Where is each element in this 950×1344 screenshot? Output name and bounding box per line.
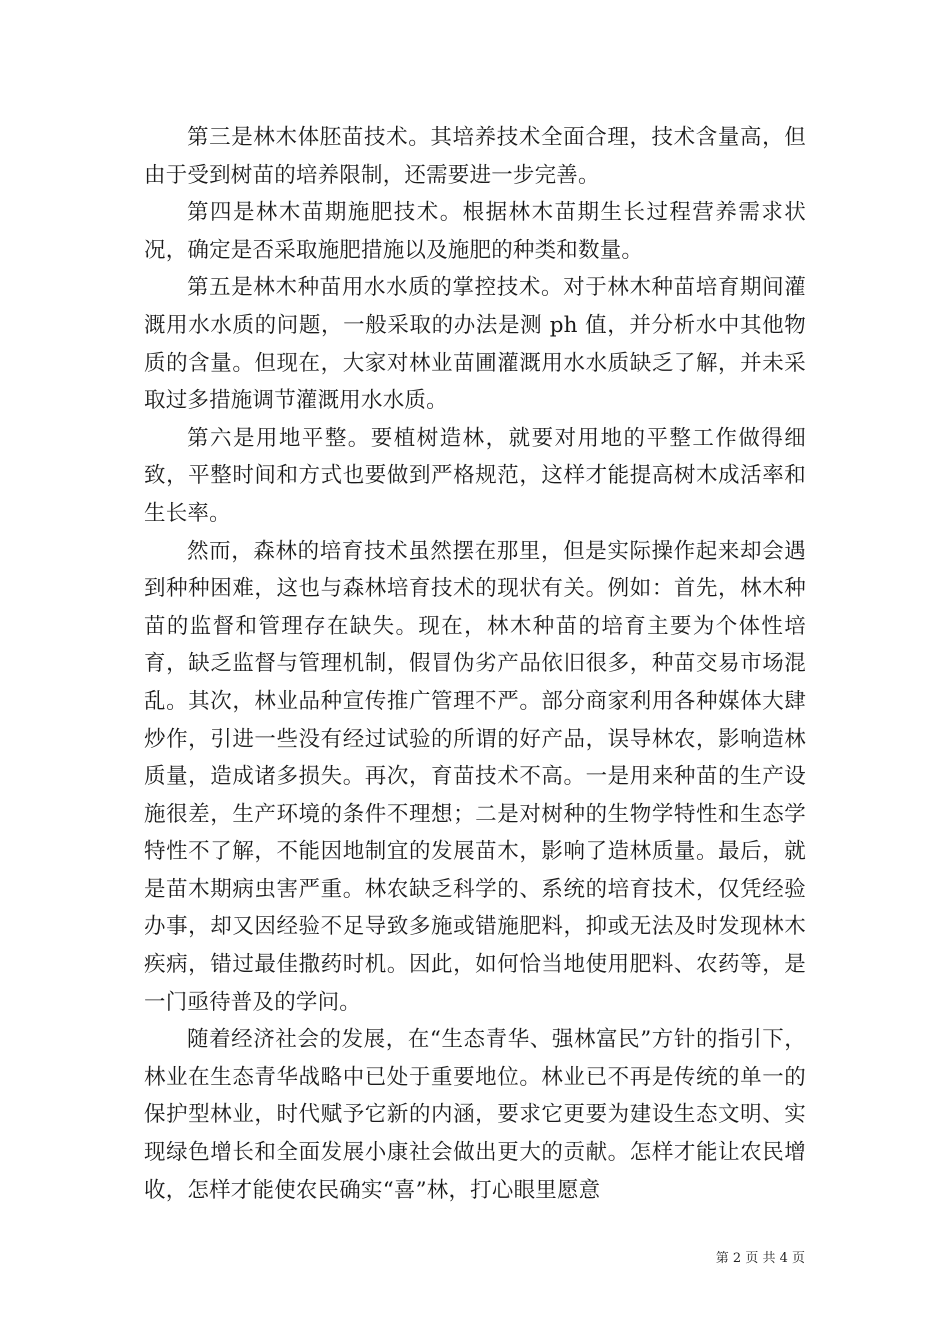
paragraph-embryo-seedling: 第三是林木体胚苗技术。其培养技术全面合理，技术含量高，但由于受到树苗的培养限制，还需要进一步完善。	[144, 125, 806, 188]
paragraph-land-leveling: 第六是用地平整。要植树造林，就要对用地的平整工作做得细致，平整时间和方式也要做到严格规范，这样才能提高树木成活率和生长率。	[144, 425, 806, 526]
paragraph-economic-development: 随着经济社会的发展，在“生态青华、强林富民”方针的指引下，林业在生态青华战略中已处于重要地位。林业已不再是传统的单一的保护型林业，时代赋予它新的内涵，要求它更要为建设生态文明、实现绿色增长和全面发展小康社会做出更大的贡献。怎样才能让农民增收，怎样才能使农民确实“喜”林，打心眼里愿意	[144, 1027, 806, 1203]
paragraph-fertilization: 第四是林木苗期施肥技术。根据林木苗期生长过程营养需求状况，确定是否采取施肥措施以及施肥的种类和数量。	[144, 200, 806, 263]
page-number: 第 2 页 共 4 页	[715, 1251, 805, 1266]
document-body	[144, 119, 806, 1209]
paragraph-water-quality: 第五是林木种苗用水水质的掌控技术。对于林木种苗培育期间灌溉用水水质的问题，一般采取的办法是测 ph 值，并分析水中其他物质的含量。但现在，大家对林业苗圃灌溉用水水质缺乏了解，并未采取过多措施调节灌溉用水水质。	[144, 275, 806, 414]
paragraph-current-problems: 然而，森林的培育技术虽然摆在那里，但是实际操作起来却会遇到种种困难，这也与森林培育技术的现状有关。例如：首先，林木种苗的监督和管理存在缺失。现在，林木种苗的培育主要为个体性培育，缺乏监督与管理机制，假冒伪劣产品依旧很多，种苗交易市场混乱。其次，林业品种宣传推广管理不严。部分商家利用各种媒体大肆炒作，引进一些没有经过试验的所谓的好产品，误导林农，影响造林质量，造成诸多损失。再次，育苗技术不高。一是用来种苗的生产设施很差，生产环境的条件不理想；二是对树种的生物学特性和生态学特性不了解，不能因地制宜的发展苗木，影响了造林质量。最后，就是苗木期病虫害严重。林农缺乏科学的、系统的培育技术，仅凭经验办事，却又因经验不足导致多施或错施肥料，抑或无法及时发现林木疾病，错过最佳撒药时机。因此，如何恰当地使用肥料、农药等，是一门亟待普及的学问。	[144, 538, 806, 1015]
